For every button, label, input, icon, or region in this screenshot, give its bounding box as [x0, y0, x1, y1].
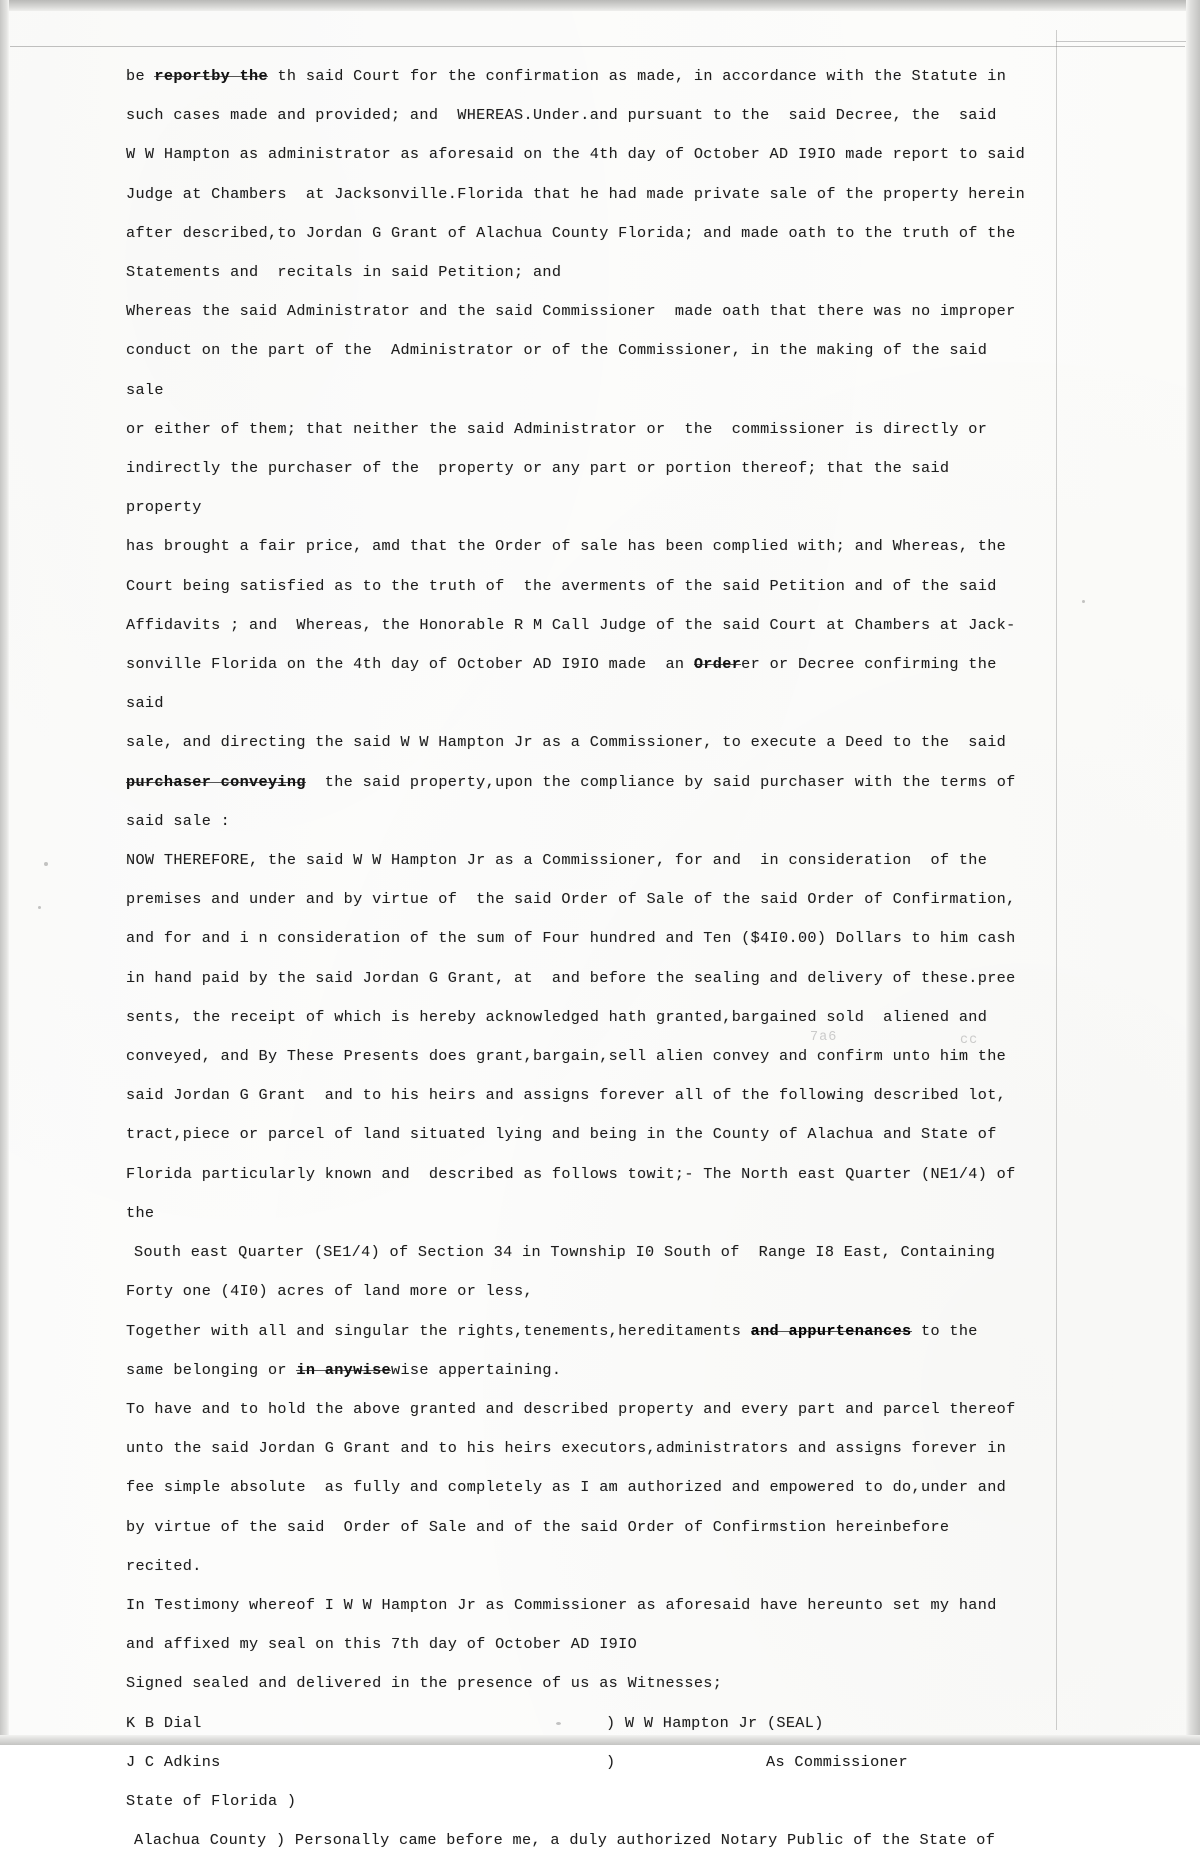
body-line: in hand paid by the said Jordan G Grant, at and before the sealing and delivery of these.pree — [126, 968, 1016, 987]
body-line: such cases made and provided; and WHEREAS.Under.and pursuant to the said Decree, the said — [126, 106, 997, 125]
commissioner-title: As Commissioner — [766, 1752, 908, 1771]
struck-word: purchaser conveying — [126, 772, 306, 791]
body-line: by virtue of the said Order of Sale and of the said Order of Confirmstion hereinbefore recited. — [126, 1517, 959, 1575]
body-line: Together with all and singular the rights,tenements,hereditaments and appurtenances to the — [126, 1321, 978, 1340]
struck-word: and appurtenances — [750, 1321, 912, 1340]
body-line: be reportby the th said Court for the confirmation as made, in accordance with the Statute in — [126, 67, 1007, 85]
page-rule-horizontal-secondary — [1056, 41, 1186, 42]
scan-edge-right — [1186, 0, 1200, 1745]
body-line: unto the said Jordan G Grant and to his heirs executors,administrators and assigns forever in — [126, 1439, 1007, 1458]
body-line: sale, and directing the said W W Hampton Jr as a Commissioner, to execute a Deed to the said — [126, 733, 1007, 752]
signature-row — [126, 1704, 1034, 1743]
body-line: Whereas the said Administrator and the said Commissioner made oath that there was no improper — [126, 302, 1016, 321]
body-line: tract,piece or parcel of land situated lying and being in the County of Alachua and State of — [126, 1125, 997, 1144]
body-line: purchaser conveying the said property,upon the compliance by said purchaser with the terms of — [126, 772, 1016, 791]
body-line: or either of them; that neither the said Administrator or the commissioner is directly or — [126, 419, 988, 438]
body-line: sonville Florida on the 4th day of October AD I9IO made an Orderer or Decree confirming the said — [126, 655, 1007, 713]
scan-speck — [1082, 600, 1085, 603]
body-line: said sale : — [126, 811, 231, 830]
struck-word: report — [154, 67, 212, 85]
body-line: has brought a fair price, amd that the Order of sale has been complied with; and Whereas, the — [126, 537, 1007, 556]
body-line: fee simple absolute as fully and completely as I am authorized and empowered to do,under and — [126, 1478, 1007, 1497]
body-line: said Jordan G Grant and to his heirs and assigns forever all of the following described lot, — [126, 1086, 1007, 1105]
ghost-fragment: 7a6 — [810, 1030, 838, 1045]
struck-word: by the — [211, 67, 268, 85]
struck-word: in anywise — [296, 1360, 391, 1379]
body-line: indirectly the purchaser of the property or any part or portion thereof; that the said property — [126, 459, 959, 517]
body-line: NOW THEREFORE, the said W W Hampton Jr as a Commissioner, for and in consideration of the — [126, 851, 988, 870]
body-line: conveyed, and By These Presents does grant,bargain,sell alien convey and confirm unto him the — [126, 1047, 1007, 1066]
body-line: South east Quarter (SE1/4) of Section 34 in Township I0 South of Range I8 East, Containing — [134, 1243, 996, 1262]
body-line: sents, the receipt of which is hereby acknowledged hath granted,bargained sold aliened and — [126, 1007, 988, 1026]
body-line: conduct on the part of the Administrator or of the Commissioner, in the making of the said sale — [126, 341, 997, 399]
body-line: Court being satisfied as to the truth of the averments of the said Petition and of the said — [126, 576, 997, 595]
scan-speck — [38, 906, 41, 909]
body-line: Forty one (4I0) acres of land more or less, — [126, 1282, 533, 1301]
document-body — [126, 57, 1034, 1860]
body-line: Affidavits ; and Whereas, the Honorable R M Call Judge of the said Court at Chambers at Jack- — [126, 615, 1016, 634]
body-line: premises and under and by virtue of the said Order of Sale of the said Order of Confirmation, — [126, 890, 1016, 909]
body-line: To have and to hold the above granted and described property and every part and parcel thereof — [126, 1399, 1016, 1418]
signature-paren: ) — [606, 1752, 616, 1771]
scan-speck — [44, 862, 48, 866]
body-line: State of Florida ) — [126, 1791, 297, 1810]
body-line: and for and i n consideration of the sum of Four hundred and Ten ($4I0.00) Dollars to him cash — [126, 929, 1016, 948]
body-line: after described,to Jordan G Grant of Alachua County Florida; and made oath to the truth of the — [126, 223, 1016, 242]
scan-edge-top — [0, 0, 1200, 11]
body-line: W W Hampton as administrator as aforesaid on the 4th day of October AD I9IO made report to said — [126, 145, 1026, 164]
struck-word: Order — [693, 655, 742, 674]
witness-name: K B Dial — [126, 1713, 202, 1732]
body-line: same belonging or in anywisewise appertaining. — [126, 1360, 562, 1379]
page-rule-horizontal — [10, 46, 1185, 47]
signature-row — [126, 1743, 1034, 1782]
page-rule-vertical — [1056, 30, 1057, 1730]
body-line: Statements and recitals in said Petition; and — [126, 263, 562, 282]
scan-edge-left — [0, 0, 9, 1745]
witness-name: J C Adkins — [126, 1752, 221, 1771]
body-line: Judge at Chambers at Jacksonville.Florida that he had made private sale of the property herein — [126, 184, 1026, 203]
body-line: In Testimony whereof I W W Hampton Jr as Commissioner as aforesaid have hereunto set my hand — [126, 1595, 997, 1614]
ghost-fragment: cc — [960, 1033, 979, 1048]
body-line: Alachua County ) Personally came before me, a duly authorized Notary Public of the State of — [134, 1831, 996, 1850]
grantor-signature: ) W W Hampton Jr (SEAL) — [606, 1713, 824, 1732]
body-line: Florida particularly known and described as follows towit;- The North east Quarter (NE1/4) of the — [126, 1164, 1026, 1222]
body-line: Signed sealed and delivered in the presence of us as Witnesses; — [126, 1674, 723, 1693]
body-line: and affixed my seal on this 7th day of October AD I9IO — [126, 1635, 638, 1654]
